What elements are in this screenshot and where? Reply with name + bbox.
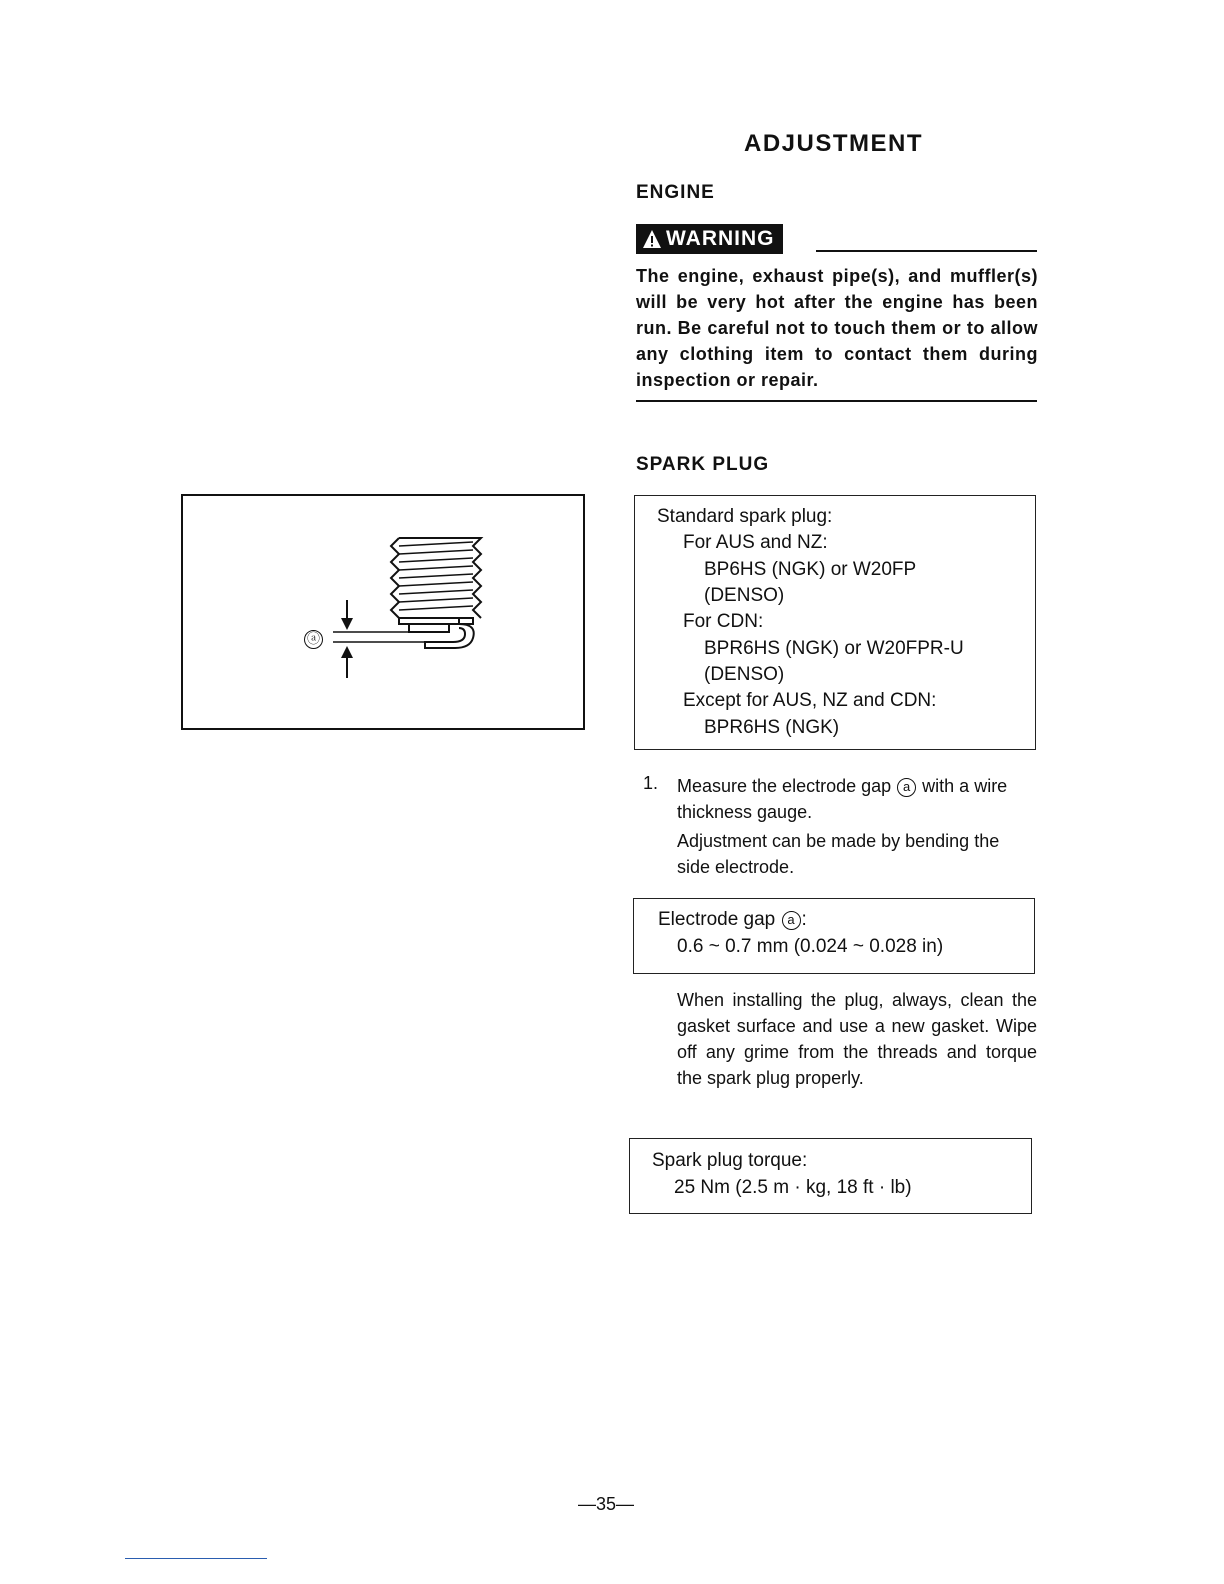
electrode-gap-value: 0.6 ~ 0.7 mm (0.024 ~ 0.028 in)	[677, 936, 944, 957]
torque-label: Spark plug torque:	[652, 1150, 808, 1171]
other-value-line1: BPR6HS (NGK)	[704, 717, 840, 738]
warning-bottom-rule	[636, 400, 1037, 402]
standard-box-title: Standard spark plug:	[657, 506, 833, 527]
gap-marker-a: a	[782, 911, 801, 930]
spark-plug-figure	[181, 494, 585, 730]
gap-marker-a: a	[897, 778, 916, 797]
warning-badge	[636, 224, 783, 254]
electrode-gap-label-text: Electrode gap	[658, 909, 776, 930]
step-instruction	[677, 773, 1037, 825]
install-instructions: When installing the plug, always, clean the gasket surface and use a new gasket. Wipe off any grime from the threads and torque the spark plug properly.	[677, 990, 1037, 1088]
cdn-value-line1: BPR6HS (NGK) or W20FPR-U	[704, 638, 964, 659]
page-number: —35—	[578, 1494, 635, 1514]
warning-triangle-icon	[642, 229, 662, 249]
step-text-b: with a wire thickness gauge.	[677, 776, 1008, 822]
torque-value: 25 Nm (2.5 m · kg, 18 ft · lb)	[674, 1177, 912, 1198]
spark-plug-torque-box	[629, 1138, 1032, 1214]
electrode-gap-label-suffix: :	[801, 909, 807, 930]
step-text-a: Measure the electrode gap	[677, 776, 892, 796]
page-title: ADJUSTMENT	[744, 130, 924, 157]
aus-nz-label: For AUS and NZ:	[683, 532, 828, 553]
step-note: Adjustment can be made by bending the side electrode.	[677, 831, 1000, 877]
step-number: 1.	[643, 773, 659, 793]
aus-nz-value-line1: BP6HS (NGK) or W20FP	[704, 559, 917, 580]
aus-nz-value-line2: (DENSO)	[704, 585, 785, 606]
warning-label: WARNING	[666, 227, 775, 250]
electrode-gap-label	[658, 907, 807, 934]
figure-label-a: ⓐ	[304, 630, 323, 649]
other-label: Except for AUS, NZ and CDN:	[683, 690, 937, 711]
cdn-value-line2: (DENSO)	[704, 664, 785, 685]
warning-text: The engine, exhaust pipe(s), and muffler(s) will be very hot after the engine has been run. Be careful not to touch them or to allow any clothing item to contact them during inspection or repair.	[636, 266, 1038, 390]
section-heading-engine: ENGINE	[636, 182, 715, 203]
warning-rule	[816, 250, 1037, 252]
step-text	[677, 773, 1037, 880]
spark-plug-gap-illustration	[183, 496, 583, 728]
cdn-label: For CDN:	[683, 611, 764, 632]
electrode-gap-box	[633, 898, 1035, 974]
standard-spark-plug-box	[634, 495, 1036, 750]
section-heading-spark-plug: SPARK PLUG	[636, 454, 770, 475]
footer-rule	[125, 1558, 267, 1559]
